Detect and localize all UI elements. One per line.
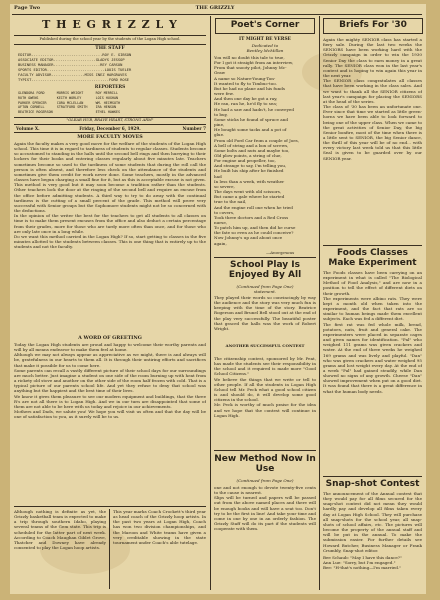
article-briefs: Again the mighty SENIOR class has started a fiery sale. During the last two weeks the SENIORS have been working hard with the Grizzly campaign in order to win the 1930 Senior Day the class to earn money in a great rally. The SENIOR class won in the last year's contest and is hoping to win again this year in the next year. The SENIOR class congratulates all classes that have been working in the class sales. And we want to thank all the SENIOR citizens of last year's campaign for placing the SENIORS at the head of the series. The class of '30 has been an unfortunate one. Ever since that time we started as little green-horns we have been able to look forward to being one of the upper class. When we came to the great activities of Senior Day, the big Senior bonfire, most of the time when there is a little sent to SENIOR, the big Senior dance, the thrill of this year will be of no end... with every victory last week told us that this little Seal is given to be guarded over by our SENIOR year. [323, 37, 422, 161]
headline-contest: ANOTHER SUCCESSFUL CONTEST [225, 343, 305, 348]
section-rule [214, 257, 316, 258]
issue-date: Friday, December 6, 1929. [79, 126, 141, 131]
article-word-greeting: Today the Logan High students are proud and happy to welcome their worthy parents and will by all means endeavor to make them feel at home. Although we may not always appear as appreciative as we might, there is and always will be, gratefulness in our hearts to them all. It is through their untiring efforts and sacrifices that make it possible for us to come here. Some parents can recall a vastly different picture of their school days for our surroundings are much better. Just imagine a student on one side of the room burning up with heat from a rickety old stove and another on the other side of the room half frozen with cold. That is a typical picture of our parents school life. And yet they refuse to deny that school was anything but the happiest and the best time of their lives. We know it gives them pleasure to see our modern equipment and buildings, that the three R's are not all there is to Logan High. And we in our turn are disappointed that some of them are not able to be here with us today and rejoice in our achievements. Mothers and Dads, we salute you! We hope you will visit us often and that the day will be one of satisfaction to you, as it surely will be to us. [14, 342, 206, 420]
poem-title: IT MIGHT BE VERSE [239, 37, 291, 42]
article-more-faculty: Again the faculty makes a very good move for the welfare of the students of the Logan High school. This time it is in regard to tardiness of students to regular classes. Students become so accustomed to standing in the halls until the second bell rings and then hurrying to their lockers for their books and entering classes regularly about five minutes late. Teachers sometimes become so used to the tardiness of some students that during the roll call the person is often absent, and therefore less check on the attendance of the students and sometimes give them credit for work never done. Some teachers, mostly in the advanced classes have begun charging a small fine for it, but as this is acceptable excuse is not given. This method is very good but it may soon become a tradition rather than the students. Other teachers lock the door at the ringing of the second bell and require an excuse from the office before admitting students. A third way to try to do away with the continual tardiness is the cutting of a small percent of the grade. This method will prove very successful with Senior groups but the Sophomore students might not be so concerned with the deductions. In the opinion of the writer the best for the teachers to get all students to all classes on time is to make them present excuses from the office and also deduct a certain percentage from their grades, more for those who are tardy more often than once, and for those who are only late once in a long while. Do we want this method carried in the Logan High? If so, start getting to classes in the five minutes allotted to the students between classes. This is one thing that is entirely up to the students and not the faculty. [14, 141, 206, 250]
article-basketball-trip: Although nothing is definite as yet, the Grizzly basketball team is expected to make a trip through southern Idaho, playing several teams of the Gem state. This trip is scheduled for the latter part of next week. According to Coach Maughan Giblet Grove, Thatcher and Downey have already consented to play the Logan hoop artists. [14, 509, 106, 551]
article-new-method: one and not enough to devote twenty-five cents to the cause is nearest. Slips will be turned and papers will be passed out from the above named places and there will be enough books and will have a seat too. Don't try to be the first in line! And take your time and come in one by one in an orderly fashion. The Grizzly Staff will do its part if the students will cooperate with them. [214, 485, 316, 532]
masthead-title: T H E G R I Z Z L Y [42, 18, 178, 31]
volume-rule-top [14, 124, 206, 125]
masthead-rule [14, 35, 206, 36]
header-rule [12, 14, 422, 15]
staff-rule [14, 44, 206, 45]
reporters-heading: REPORTERS [94, 85, 126, 90]
article-school-play: They played their words so convincingly by way the audience and the story was very much fun is keeping with the time of the story. Beatrice Rogerson and Brunel Bell stood out at the end of the play very successfully. The beautiful poster that graced the halls was the work of Robert Wright. [214, 295, 316, 331]
article-coach-crockett: This year marks Coach Crockett's third year as head coach of the Grizzly hoop artists. In the past two years at Logan High, Coach has won two division championships, and the Maroon and White teams have given a very creditable showing in the state tournament under Coach's able tutelage. [113, 509, 206, 545]
poem-body: You will no doubt this tale to true, For I got it straight from an interview, From that snooty pilot, Johnny Mc- Graw A name so Nature-Young-Ton- It wanted to fly to Timbuc-too. But he had no plane and his funds were few. And then one day he got a ray, He ran, ran he, he'd fly to sea; He had a saw and hadn't, he conveyed to buy, Some sticks he found of spruce and pine, He bought some tacks and a pot of glue. From old Ford Car from a couple of Joes, A bell of string and a box of screws, Some bolts and nuts and maybe too, Old plow points, a string of clue, For engine and propeller, too, And strange to say, I'm telling you, He built his ship after he finished had In less than a week, with weather so severe, The days went with old scissors, But came a gale where he started true to the nail, And the engine roll one when he tried to covers, Took three doctors and a Red Cross nurse, To patch him up, and then did he curse the fate so even as he could conceive? Now Johnny's up and about once again, [214, 55, 300, 246]
headline-new-method: New Method Now In Use [214, 454, 316, 474]
staff-heading: THE STAFF [95, 46, 125, 51]
headline-foods: Foods Classes Make Experiment [328, 248, 417, 268]
column-divider [109, 509, 110, 589]
motto: "OLEAR HUB, BRAVE HEART, STRONG ARM" [66, 118, 154, 122]
section-rule [214, 450, 316, 451]
headline-snapshot: Snap-shot Contest [325, 479, 420, 489]
poets-corner-heading: Poet's Corner [230, 20, 300, 30]
staff-list: EDITOR................................ROY E. GIBSON ASSOCIATE EDITOR...................GLADYS JESSOP BUSINESS MANAGER.....................REY CARSON SPORTS EDITOR..........................LOUIS TUELER FACULTY ADVISOR...............MISS INEZ HARGRAVES TYPIST...................................FORD ROSE [18, 53, 132, 82]
section-rule [323, 476, 422, 477]
reporters-list: GLENDORA FORD MORRIS WRIGHT ROY MERRILL RUTH OWENS KEITH WORLEY LOIS HUGHAN PARKER SPENCER CORA MCLELLAN WM. HEIMSOTH AFTON CORNELL STRATFORD SMITH IRA HENSON BEATRICE ROGERSON ETHEL HAWKES [18, 91, 121, 115]
joke-dance: Bee Schaub: "May I have this dance?" Ann Lue: "Sorry, but I'm engaged." Bee: "H-that's nothing—I'm married." [323, 555, 402, 571]
headline-school-play: School Play Is Enjoyed By All [228, 260, 302, 280]
article-contest: The citizenship contest, sponsored by Mr. Peat, has made the students see their responsibility in the school and it required is made more "Good School Citizens." We believe the things that we write or tell to other people. If all the students in Logan High School tell Mr. Peck what a good school citizen is and should do, it will develop some good citizens in the school. Mr. Peck is worthy of much praise for the idea and we hope that the contest will continue in Logan High. [214, 356, 316, 418]
issue-number: Number 7 [182, 126, 206, 131]
published-note: Published during the school year by the students of the Logan High school. [39, 37, 181, 41]
poem-dedication: Dedicated to Bentley McMillan [246, 43, 284, 54]
column-divider [210, 16, 211, 590]
newspaper-page [10, 4, 426, 594]
briefs-heading: Briefs For '30 [339, 20, 407, 30]
volume-rule-bottom [14, 132, 206, 133]
headline-more-faculty: MORE FACULTY MOVES [77, 134, 143, 140]
page-number: Page Two [14, 5, 41, 11]
headline-word-greeting: A WORD OF GREETING [78, 335, 142, 341]
poem-author: —Anonymous [266, 250, 295, 255]
volume-number: Volume X. [16, 126, 40, 131]
section-rule [323, 245, 422, 246]
article-snapshot: The announcement of the Annual contest that they would pay for all films secured for the snap-shot contest did not mean they would hardly pay and develop all films taken every day at Logan High School. They will purchase all snap-shots for the school year, all snap-shots of school affairs, etc. The pictures will become the property of the annual staff and will be put in the annual. To make the submission easier. For further details see Howard Butcher, Business Manager or Frank Crumbly, Snap-shot editor. [323, 491, 422, 553]
section-rule [14, 506, 206, 507]
new-method-continued: (Continued from Page One) [236, 478, 294, 483]
column-divider [319, 16, 320, 590]
article-foods: The Foods classes have been carrying on an experiment in what is called "The Biological Method of Food Analysis," and are now in a position to tell the effect of different diets on their growth. The experiments were albino rats. They were kept a month old when taken into the experiment, and the fact that rats are so similar to human beings made them excellent subjects. Each was fed a different diet. The first rat was fed whole milk, bread, potatoes, nuts, fruit and general cake. The experimenters were placed in separate cages and given names for identification. "Pal" who weighed 111 grams was given crackers and water. At the end of three weeks he weighed 169 grams and was lively and playful. "Dan" who was given crackers and water weighed 95 grams and lost weight every day. At the end of a week "Pal" had gained steadily, while Dan showed no signs of any growth. Cheese "Dan" showed improvement when put on a good diet. It was found that there is a great difference in what the human body needs. [323, 270, 422, 394]
running-title: THE GRIZZLY [195, 5, 235, 11]
school-play-continued: (Continued from Page One) statement. [236, 284, 294, 295]
